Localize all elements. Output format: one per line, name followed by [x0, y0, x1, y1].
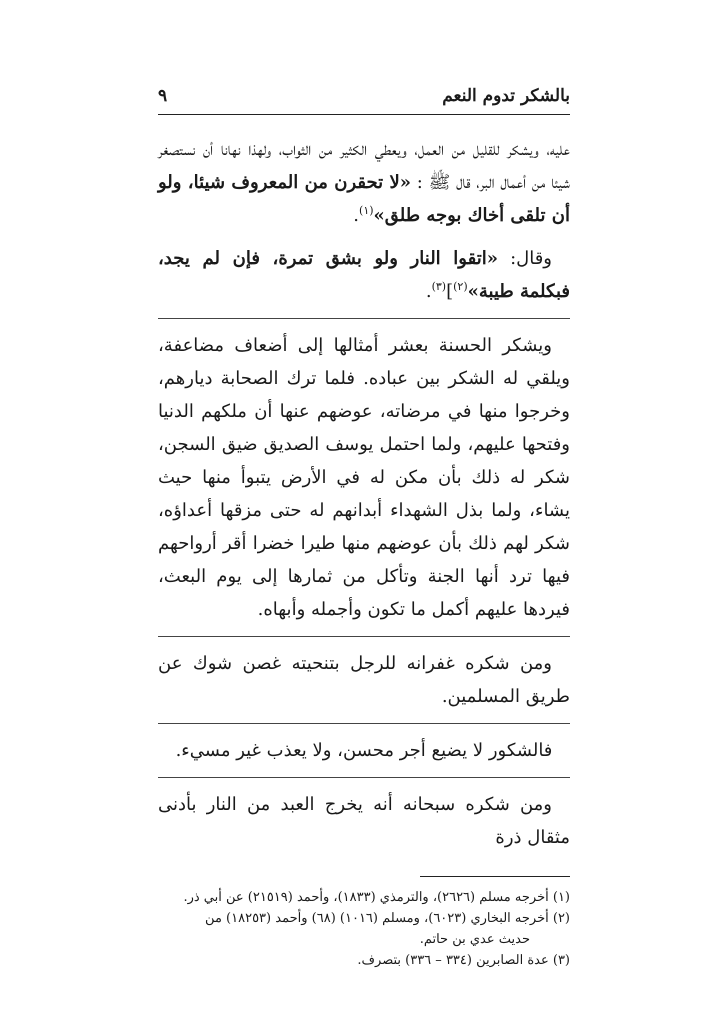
footnote-2-continuation: حديث عدي بن حاتم. — [419, 932, 530, 947]
footnote-ref: (١) — [359, 204, 374, 217]
paragraph-end: . — [353, 205, 360, 226]
paragraph-5: فالشكور لا يضيع أجر محسن، ولا يعذب غير مسيء. — [158, 734, 570, 778]
footnotes — [158, 887, 570, 971]
footnote-3: (٣) عدة الصابرين (٣٣٤ – ٣٣٦) بتصرف. — [357, 953, 570, 968]
paragraph-3: ويشكر الحسنة بعشر أمثالها إلى أضعاف مضاعفة، ويلقي له الشكر بين عباده. فلما ترك الصحابة ديارهم، وخرجوا منها في مرضاته، عوضهم عنها أن ملكهم الدنيا وفتحها عليهم، ولما احتمل يوسف الصديق ضيق السجن، شكر له ذلك بأن مكن له في الأرض يتبوأ منها حيث يشاء، ولما بذل الشهداء أبدانهم له حتى مزقها أعداؤه، شكر لهم ذلك بأن عوضهم منها طيرا خضرا أقر أرواحهم فيها ترد أنها الجنة وتأكل من ثمارها إلى يوم البعث، فيردها عليهم أكمل ما تكون وأجمله وأبهاه. — [158, 329, 570, 637]
footnote-ref: (٢) — [453, 280, 468, 293]
bracket-close: ] — [446, 281, 454, 302]
chapter-title: بالشكر تدوم النعم — [442, 86, 570, 106]
paragraph-end: . — [425, 281, 432, 302]
book-page — [158, 86, 570, 971]
header-rule — [158, 114, 570, 115]
body-text — [158, 133, 570, 854]
page-number: ٩ — [158, 86, 168, 106]
paragraph-4: ومن شكره غفرانه للرجل بتنحيته غصن شوك عن طريق المسلمين. — [158, 647, 570, 724]
paragraph-text: وقال: — [497, 248, 552, 269]
paragraph-1 — [158, 133, 570, 232]
paragraph-6: ومن شكره سبحانه أنه يخرج العبد من النار بأدنى مثقال ذرة — [158, 794, 570, 848]
footnote-2: (٢) أخرجه البخاري (٦٠٢٣)، ومسلم (١٠١٦) (٦٨) وأحمد (١٨٢٥٣) من — [205, 911, 570, 926]
hadith-quote: «لا تحقرن من المعروف شيئا، ولو أن تلقى أخاك بوجه طلق» — [158, 172, 570, 226]
hadith-quote: «اتقوا النار ولو بشق تمرة، فإن لم يجد، فبكلمة طيبة» — [158, 248, 570, 302]
footnote-ref: (٣) — [431, 280, 447, 293]
footnote-rule — [420, 876, 570, 877]
paragraph-2 — [158, 242, 570, 319]
paragraph-text: عليه، ويشكر للقليل من العمل، ويعطي الكثير من الثواب، ولهذا نهانا أن نستصغر شيئا من أعمال البر، قال ﷺ : — [158, 139, 571, 193]
running-head — [158, 86, 570, 114]
footnote-1: (١) أخرجه مسلم (٢٦٢٦)، والترمذي (١٨٣٣)، وأحمد (٢١٥١٩) عن أبي ذر. — [183, 890, 570, 905]
